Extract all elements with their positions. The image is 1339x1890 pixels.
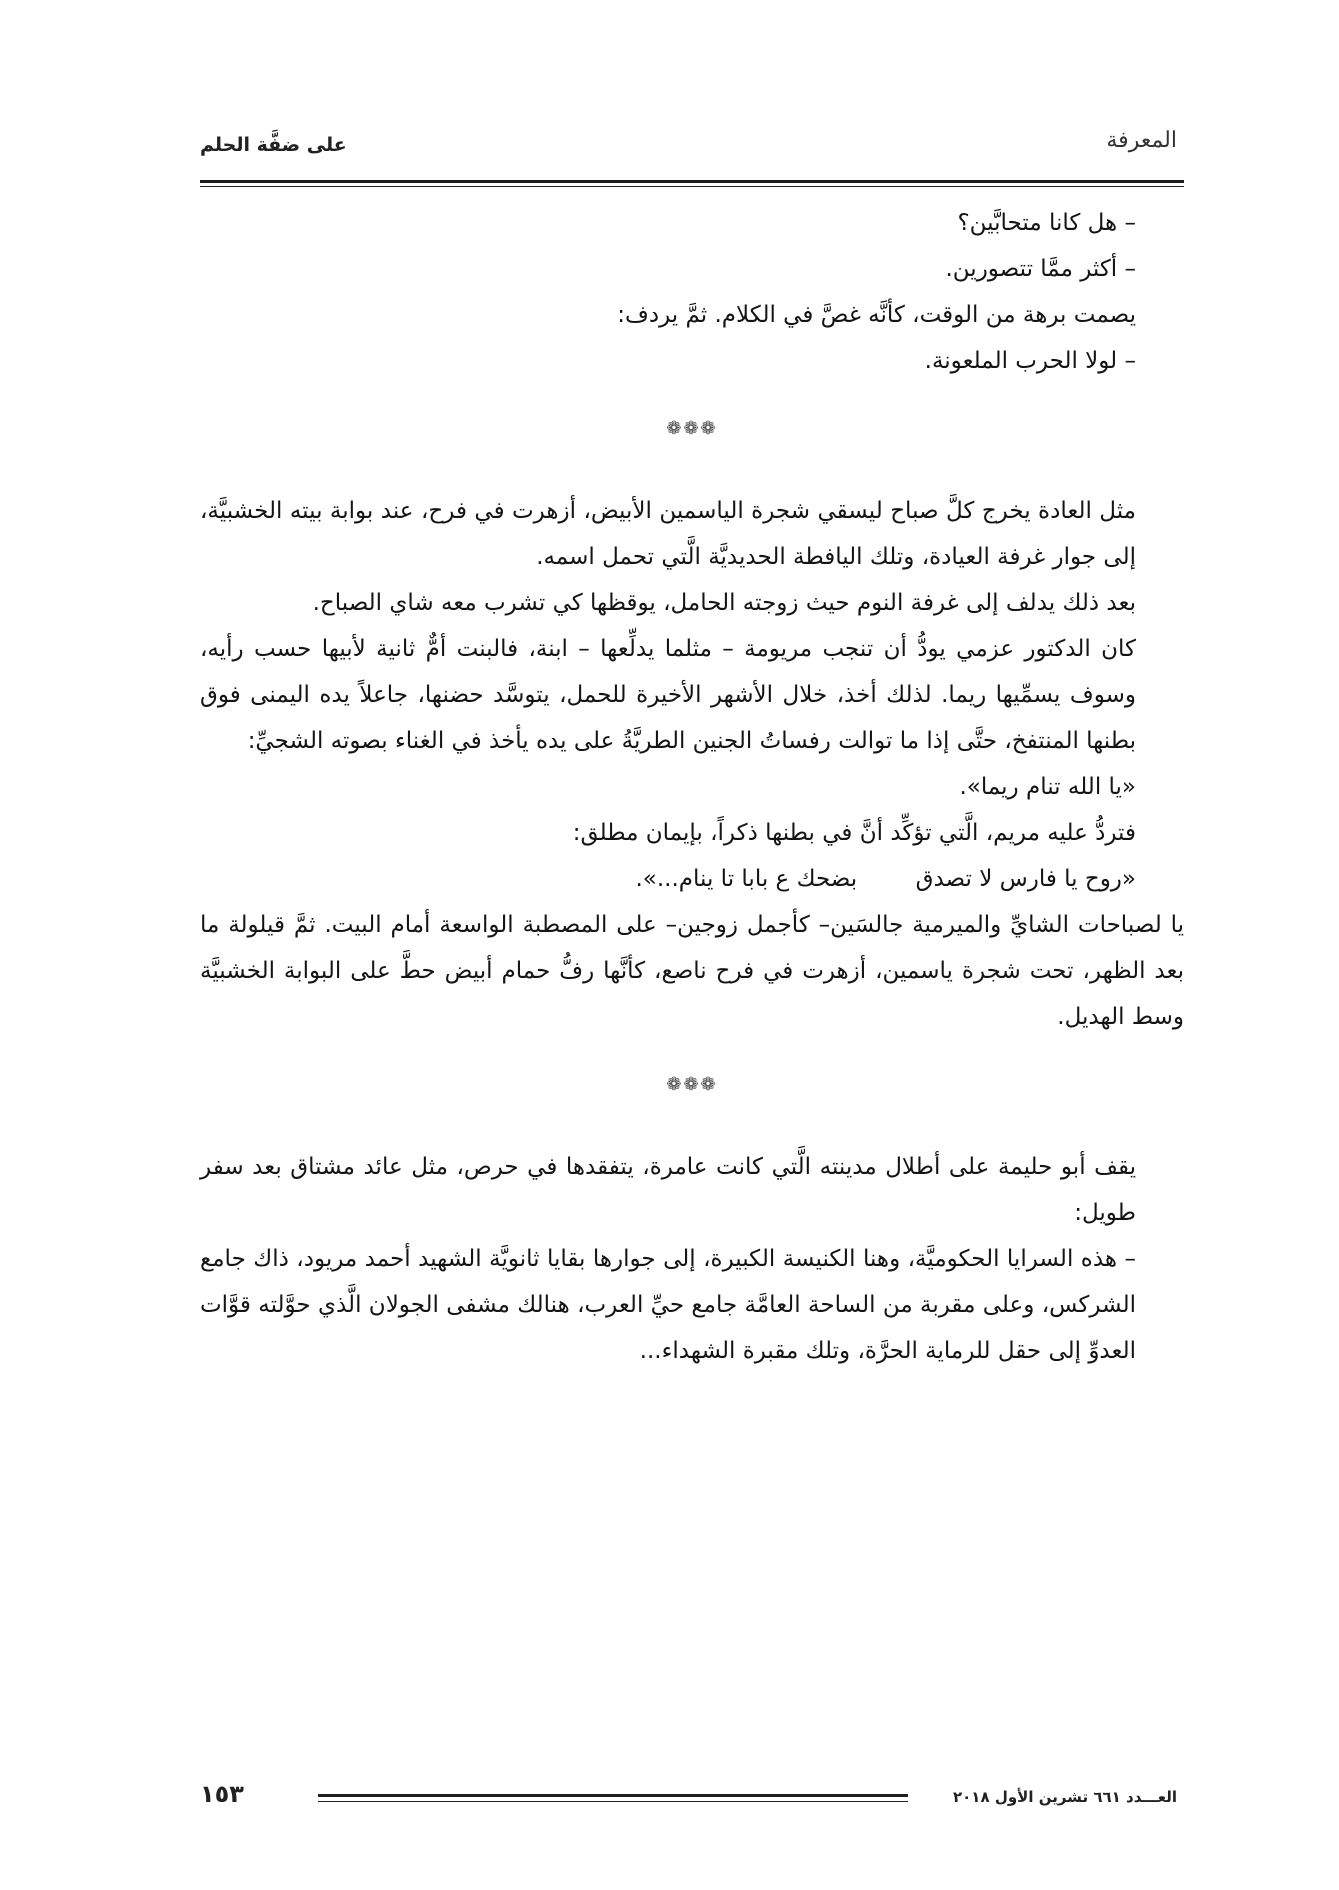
song-quote: «يا الله تنام ريما». [959, 774, 1136, 800]
header-rule [200, 180, 1184, 183]
running-title: على ضفَّة الحلم [200, 134, 347, 156]
narration-line: يصمت برهة من الوقت، كأنَّه غصَّ في الكلام. ثمَّ يردف: [617, 302, 1136, 328]
section-separator: ❁❁❁ [666, 1074, 718, 1095]
dialogue-line: – لولا الحرب الملعونة. [924, 348, 1136, 374]
paragraph: مثل العادة يخرج كلَّ صباح ليسقي شجرة الياسمين الأبيض، أزهرت في فرح، عند بوابة بيته الخشبيَّة، إلى جوار غرفة العيادة، وتلك اليافطة الحديديَّة الَّتي تحمل اسمه. [200, 498, 1136, 570]
article-body [200, 200, 1184, 1374]
magazine-logo: المعرفة [1106, 128, 1177, 153]
footer-rule-thin [318, 1801, 908, 1802]
paragraph: بعد ذلك يدلف إلى غرفة النوم حيث زوجته الحامل، يوقظها كي تشرب معه شاي الصباح. [312, 590, 1136, 616]
paragraph: يقف أبو حليمة على أطلال مدينته الَّتي كانت عامرة، يتفقدها في حرص، مثل عائد مشتاق بعد سفر طويل: [200, 1154, 1136, 1226]
header-rule-thin [200, 186, 1184, 187]
paragraph: كان الدكتور عزمي يودُّ أن تنجب مريومة – مثلما يدلِّعها – ابنة، فالبنت أمٌّ ثانية لأبيها حسب رأيه، وسوف يسمِّيها ريما. لذلك أخذ، خلال الأشهر الأخيرة للحمل، يتوسَّد حضنها، جاعلاً يده اليمنى فوق بطنها المنتفخ، حتَّى إذا ما توالت رفساتُ الجنين الطريَّةُ على يده يأخذ في الغناء بصوته الشجيِّ: [200, 636, 1136, 754]
paragraph: – هذه السرايا الحكوميَّة، وهنا الكنيسة الكبيرة، إلى جوارها بقايا ثانويَّة الشهيد أحمد مريود، ذاك جامع الشركس، وعلى مقربة من الساحة العامَّة جامع حيِّ العرب، هنالك مشفى الجولان الَّذي حوَّلته قوَّات العدوِّ إلى حقل للرماية الحرَّة، وتلك مقبرة الشهداء... [200, 1246, 1136, 1364]
section-separator: ❁❁❁ [666, 418, 718, 439]
footer-rule [318, 1794, 908, 1797]
dialogue-line: – هل كانا متحابَّين؟ [957, 210, 1136, 236]
issue-info: العـــدد ٦٦١ تشرين الأول ٢٠١٨ [953, 1788, 1177, 1806]
song-quote: «روح يا فارس لا تصدق بضحك ع بابا تا ينام...». [635, 866, 1136, 892]
paragraph: يا لصباحات الشايِّ والميرمية جالسَين– كأجمل زوجين– على المصطبة الواسعة أمام البيت. ثمَّ قيلولة ما بعد الظهر، تحت شجرة ياسمين، أزهرت في فرح ناصع، كأنَّها رفُّ حمام أبيض حطَّ على البوابة الخشبيَّة وسط الهديل. [200, 912, 1184, 1030]
dialogue-line: – أكثر ممَّا تتصورين. [945, 256, 1136, 282]
paragraph: فتردُّ عليه مريم، الَّتي تؤكِّد أنَّ في بطنها ذكراً، بإيمان مطلق: [572, 820, 1136, 846]
page-number: ١٥٣ [200, 1780, 244, 1808]
